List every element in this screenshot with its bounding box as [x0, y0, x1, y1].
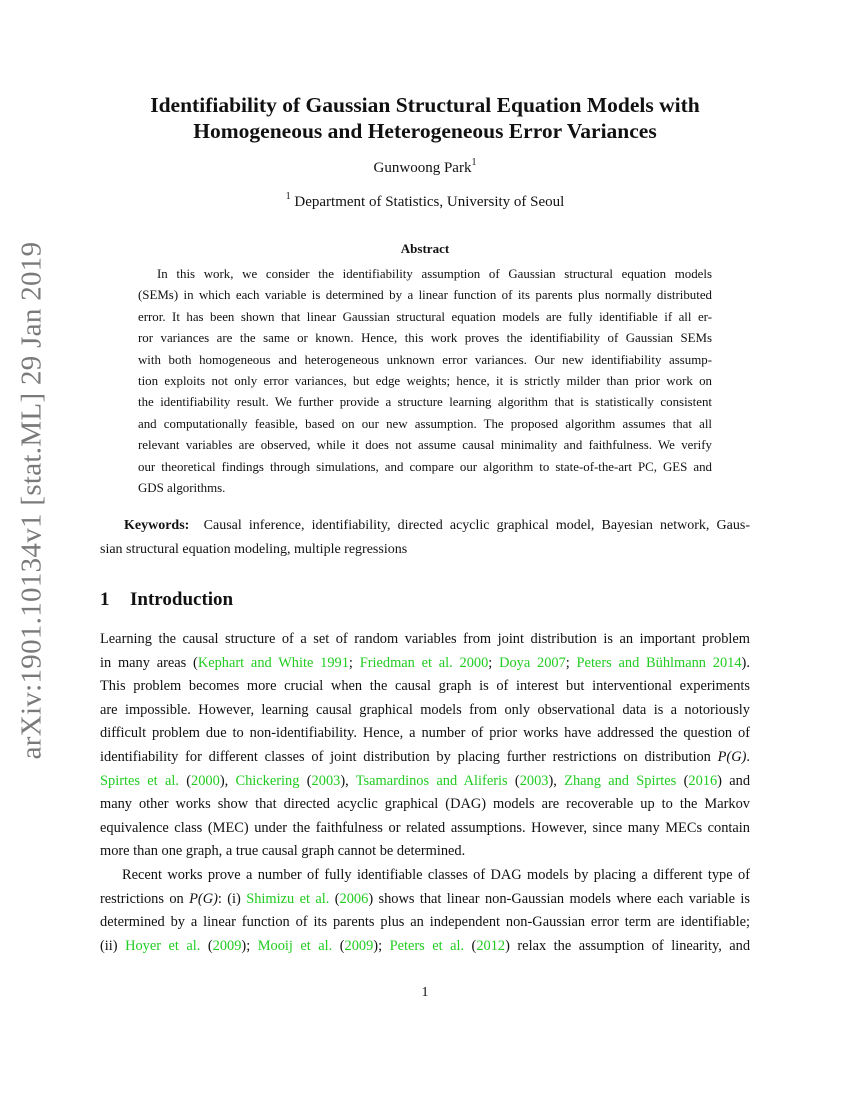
citation-link[interactable]: Mooij et al.	[257, 937, 333, 954]
abstract-line: and computationally feasible, based on our new assumption. The proposed algorithm assumes that all	[138, 416, 712, 431]
keywords-text-2: sian structural equation modeling, multiple regressions	[100, 542, 408, 557]
abstract-line: error. It has been shown that linear Gaussian structural equation models are fully identifiable if all er-	[138, 309, 712, 324]
body-line: identifiability for different classes of joint distribution by placing further restrictions on distribution P(G).	[100, 748, 750, 765]
citation-link[interactable]: Tsamardinos and Aliferis	[355, 772, 508, 789]
arxiv-id: arXiv:1901.10134v1 [stat.ML] 29 Jan 2019	[15, 241, 48, 759]
intro-body	[100, 628, 750, 958]
citation-year-link[interactable]: 2016	[688, 772, 718, 789]
body-line: equivalence class (MEC) under the faithfulness or related assumptions. However, since many MECs contain	[100, 819, 750, 836]
paper-title	[100, 92, 750, 144]
body-line: Recent works prove a number of fully identifiable classes of DAG models by placing a different type of	[122, 866, 750, 883]
body-line: are impossible. However, learning causal graphical models from only observational data is a notoriously	[100, 701, 750, 718]
citation-link[interactable]: Chickering	[235, 772, 300, 789]
citation-link[interactable]: Peters et al.	[389, 937, 465, 954]
abstract-line: the identifiability result. We further provide a structure learning algorithm that is statistically consistent	[138, 395, 712, 410]
arxiv-stamp	[8, 241, 56, 759]
body-line: more than one graph, a true causal graph cannot be determined.	[100, 843, 466, 860]
body-line: difficult problem due to non-identifiability. Hence, a number of prior works have addressed the question of	[100, 725, 750, 742]
citation-year-link[interactable]: 2012	[476, 937, 506, 954]
author-name: Gunwoong Park	[373, 160, 472, 176]
affiliation-text: Department of Statistics, University of Seoul	[290, 194, 565, 210]
author	[100, 158, 750, 177]
body-line: restrictions on P(G): (i) Shimizu et al. (2006) shows that linear non-Gaussian models where each variable is	[100, 890, 751, 907]
citation-link[interactable]: Peters and Bühlmann 2014	[576, 654, 742, 671]
citation-year-link[interactable]: 2003	[519, 772, 549, 789]
abstract-line: with both homogeneous and heterogeneous unknown error variances. Our new identifiability assump-	[138, 352, 712, 367]
title-line-2: Homogeneous and Heterogeneous Error Variances	[193, 119, 657, 143]
affiliation-sup: 1	[285, 191, 291, 202]
body-line: many other works show that directed acyclic graphical (DAG) models are recoverable up to the Markov	[100, 796, 750, 813]
keywords-label: Keywords:	[124, 518, 190, 533]
body-line: Learning the causal structure of a set of random variables from joint distribution is an important problem	[100, 631, 750, 647]
page-number: 1	[421, 985, 429, 1000]
body-line: Spirtes et al. (2000), Chickering (2003), Tsamardinos and Aliferis (2003), Zhang and Spirtes (2016) and	[100, 772, 751, 789]
section-heading	[100, 589, 233, 611]
abstract-body	[138, 264, 712, 499]
body-line: determined by a linear function of its parents plus an independent non-Gaussian error term are identifiable;	[100, 914, 750, 931]
section-title: Introduction	[130, 589, 234, 610]
abstract-line: relevant variables are observed, while it does not assume causal minimality and faithfulness. We verify	[138, 438, 712, 453]
keywords	[100, 514, 750, 562]
citation-link[interactable]: Shimizu et al.	[246, 890, 330, 907]
citation-year-link[interactable]: 2003	[311, 772, 341, 789]
affiliation	[100, 192, 750, 211]
section-number: 1	[100, 589, 110, 610]
keywords-text-1: Causal inference, identifiability, directed acyclic graphical model, Bayesian network, Gaus-	[203, 518, 750, 533]
citation-link[interactable]: Spirtes et al.	[100, 772, 179, 789]
citation-year-link[interactable]: 2009	[344, 937, 374, 954]
citation-link[interactable]: Doya 2007	[499, 654, 566, 671]
author-sup: 1	[471, 157, 477, 168]
body-line: This problem becomes more crucial when the causal graph is of interest but interventional experiments	[100, 678, 750, 695]
abstract-line: ror variances are the same or known. Hence, this work proves the identifiability of Gaussian SEMs	[138, 331, 712, 346]
citation-link[interactable]: Kephart and White 1991	[197, 654, 349, 671]
citation-year-link[interactable]: 2009	[212, 937, 242, 954]
citation-year-link[interactable]: 2006	[339, 890, 369, 907]
abstract-line: tion exploits not only error variances, but edge weights; hence, it is strictly milder than prior work on	[138, 373, 712, 388]
abstract-line: our theoretical findings through simulations, and compare our algorithm to state-of-the-art PC, GES and	[138, 459, 712, 474]
keywords-line-1	[100, 514, 750, 538]
abstract-line: (SEMs) in which each variable is determined by a linear function of its parents plus normally distributed	[138, 288, 712, 303]
body-line: (ii) Hoyer et al. (2009); Mooij et al. (2009); Peters et al. (2012) relax the assumption of linearity, and	[100, 937, 751, 954]
body-line: in many areas (Kephart and White 1991; Friedman et al. 2000; Doya 2007; Peters and Bühlmann 2014).	[100, 654, 750, 671]
citation-link[interactable]: Hoyer et al.	[125, 937, 201, 954]
citation-link[interactable]: Zhang and Spirtes	[564, 772, 677, 789]
title-line-1: Identifiability of Gaussian Structural Equation Models with	[150, 93, 700, 117]
math-expression: P(G)	[189, 890, 218, 907]
abstract-heading: Abstract	[400, 241, 450, 256]
math-expression: P(G)	[717, 748, 747, 765]
citation-year-link[interactable]: 2000	[191, 772, 220, 789]
abstract-line: GDS algorithms.	[138, 480, 226, 495]
abstract-line: In this work, we consider the identifiability assumption of Gaussian structural equation models	[157, 267, 712, 281]
citation-link[interactable]: Friedman et al. 2000	[359, 654, 489, 671]
